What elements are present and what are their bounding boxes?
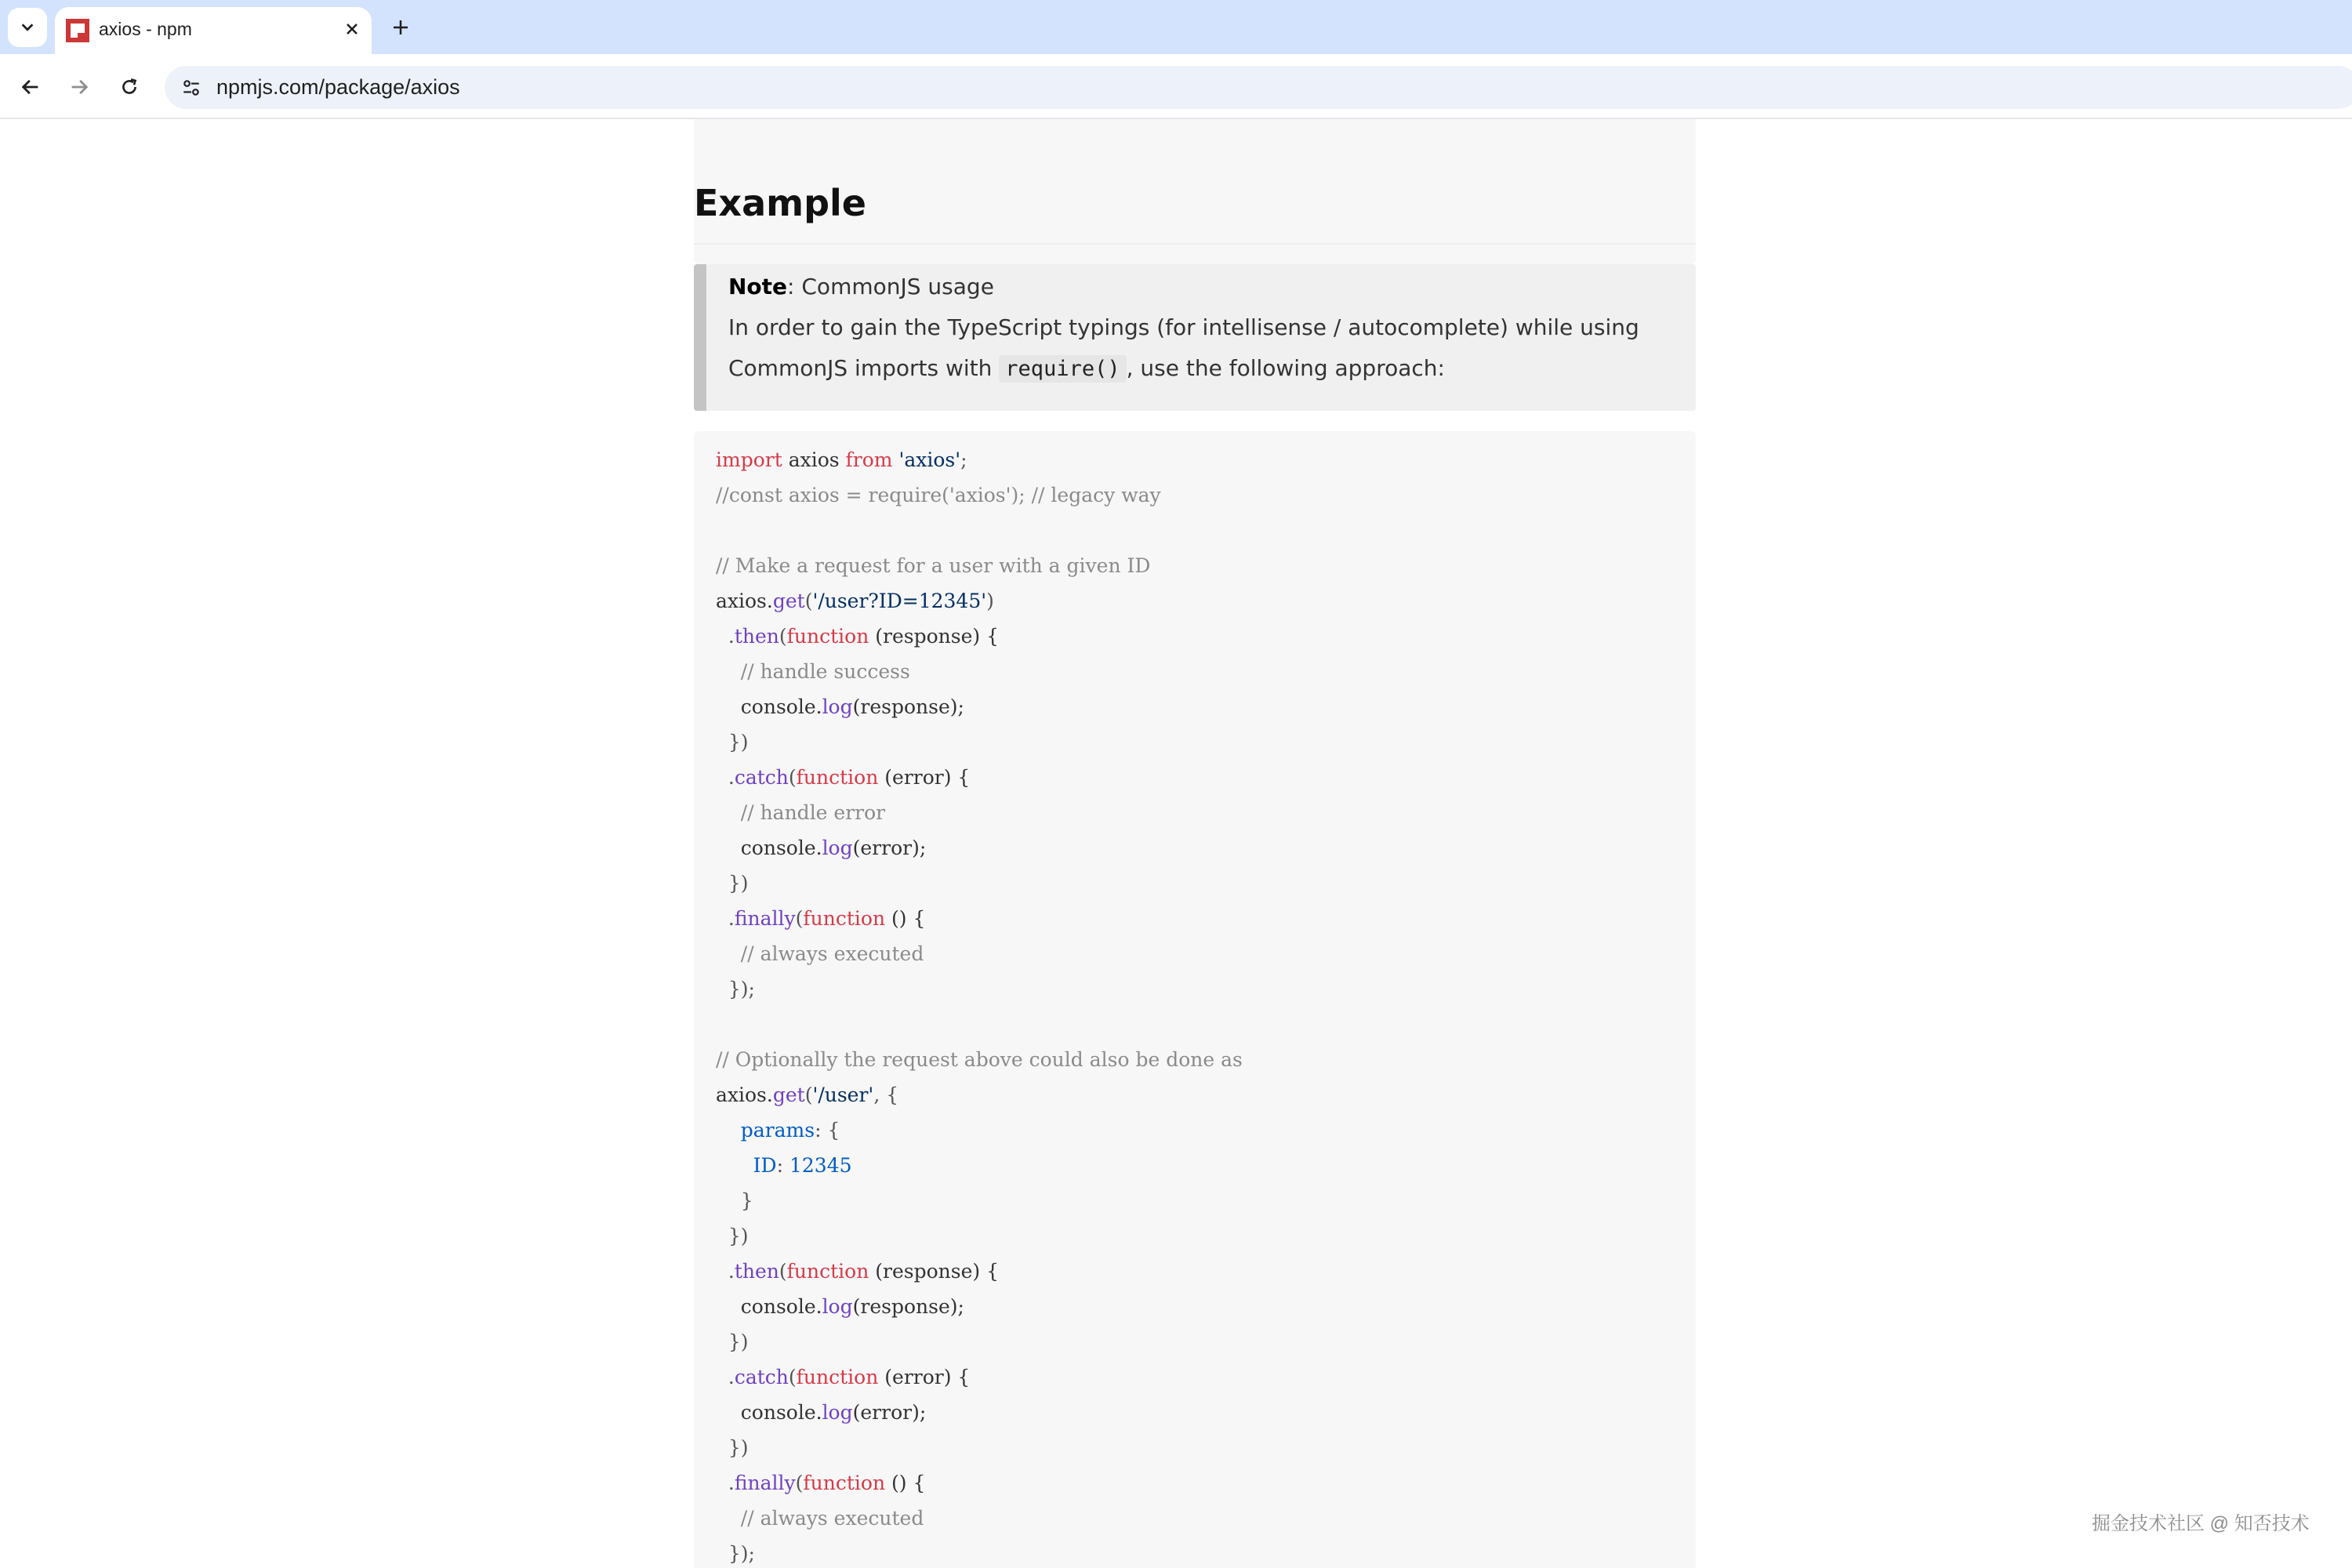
note-label: Note [728, 274, 788, 299]
inline-code: require() [999, 355, 1126, 383]
code-line: console.log(error); [716, 837, 927, 859]
code-line: //const axios = require('axios'); // legacy way [716, 484, 1161, 506]
code-line: // handle error [716, 801, 886, 824]
code-line: .catch(function (error) { [716, 766, 971, 789]
arrow-left-icon [20, 76, 42, 98]
code-line: import axios from 'axios'; [716, 448, 967, 471]
close-icon [344, 21, 360, 37]
back-button[interactable] [13, 70, 48, 104]
tune-icon [181, 78, 201, 98]
code-line: }) [716, 731, 749, 753]
url-text[interactable]: npmjs.com/package/axios [216, 75, 460, 99]
code-line: console.log(error); [716, 1401, 927, 1424]
tab-close-button[interactable] [339, 16, 365, 42]
note-line-3: CommonJS imports with require() , use the following approach: [728, 355, 1445, 381]
reload-button[interactable] [112, 70, 147, 104]
code-line: }) [716, 872, 749, 895]
address-bar[interactable] [165, 66, 2352, 109]
code-line: params: { [716, 1119, 840, 1142]
browser-toolbar [0, 54, 2352, 119]
note-callout [694, 264, 1696, 411]
code-line: } [716, 1189, 753, 1212]
code-line: ID: 12345 [716, 1154, 852, 1177]
code-line: // Optionally the request above could also be done as [716, 1048, 1243, 1071]
chevron-down-icon [19, 19, 36, 36]
note-title [728, 274, 994, 299]
code-line: }); [716, 978, 755, 1000]
page-viewport [0, 119, 2352, 1568]
plus-icon [391, 18, 410, 37]
reload-icon [119, 77, 140, 97]
code-line: .then(function (response) { [716, 625, 999, 648]
code-line: }) [716, 1225, 749, 1247]
watermark-text: 掘金技术社区 @ 知否技术 [2092, 1513, 2310, 1534]
code-line: }) [716, 1436, 749, 1459]
note-label-suffix: : CommonJS usage [787, 274, 994, 299]
example-section-heading [694, 180, 1696, 245]
code-line: .finally(function () { [716, 1472, 926, 1494]
note-line-2: In order to gain the TypeScript typings (for intellisense / autocomplete) while using [728, 314, 1639, 340]
code-line: .catch(function (error) { [716, 1366, 971, 1388]
code-line: .finally(function () { [716, 907, 926, 930]
site-info-button[interactable] [176, 72, 207, 103]
new-tab-button[interactable] [384, 11, 417, 44]
tab-search-button[interactable] [8, 8, 47, 47]
code-line: // Make a request for a user with a given ID [716, 554, 1151, 577]
tab-axios[interactable] [55, 7, 372, 54]
code-line: // always executed [716, 942, 924, 965]
code-line: // always executed [716, 1507, 924, 1530]
code-line: axios.get('/user?ID=12345') [716, 590, 994, 612]
arrow-right-icon [68, 76, 90, 98]
code-line: console.log(response); [716, 695, 964, 718]
code-line: }); [716, 1542, 755, 1565]
code-line: // handle success [716, 660, 910, 683]
tab-strip [0, 0, 2352, 54]
code-line: axios.get('/user', { [716, 1083, 899, 1106]
npm-favicon-icon [66, 19, 89, 42]
code-block [694, 431, 1696, 1568]
code-line: }) [716, 1330, 749, 1353]
code-line: console.log(response); [716, 1295, 964, 1318]
heading-text: Example [694, 182, 866, 224]
code-line: .then(function (response) { [716, 1260, 999, 1283]
forward-button[interactable] [62, 70, 96, 104]
tab-title: axios - npm [99, 19, 192, 39]
